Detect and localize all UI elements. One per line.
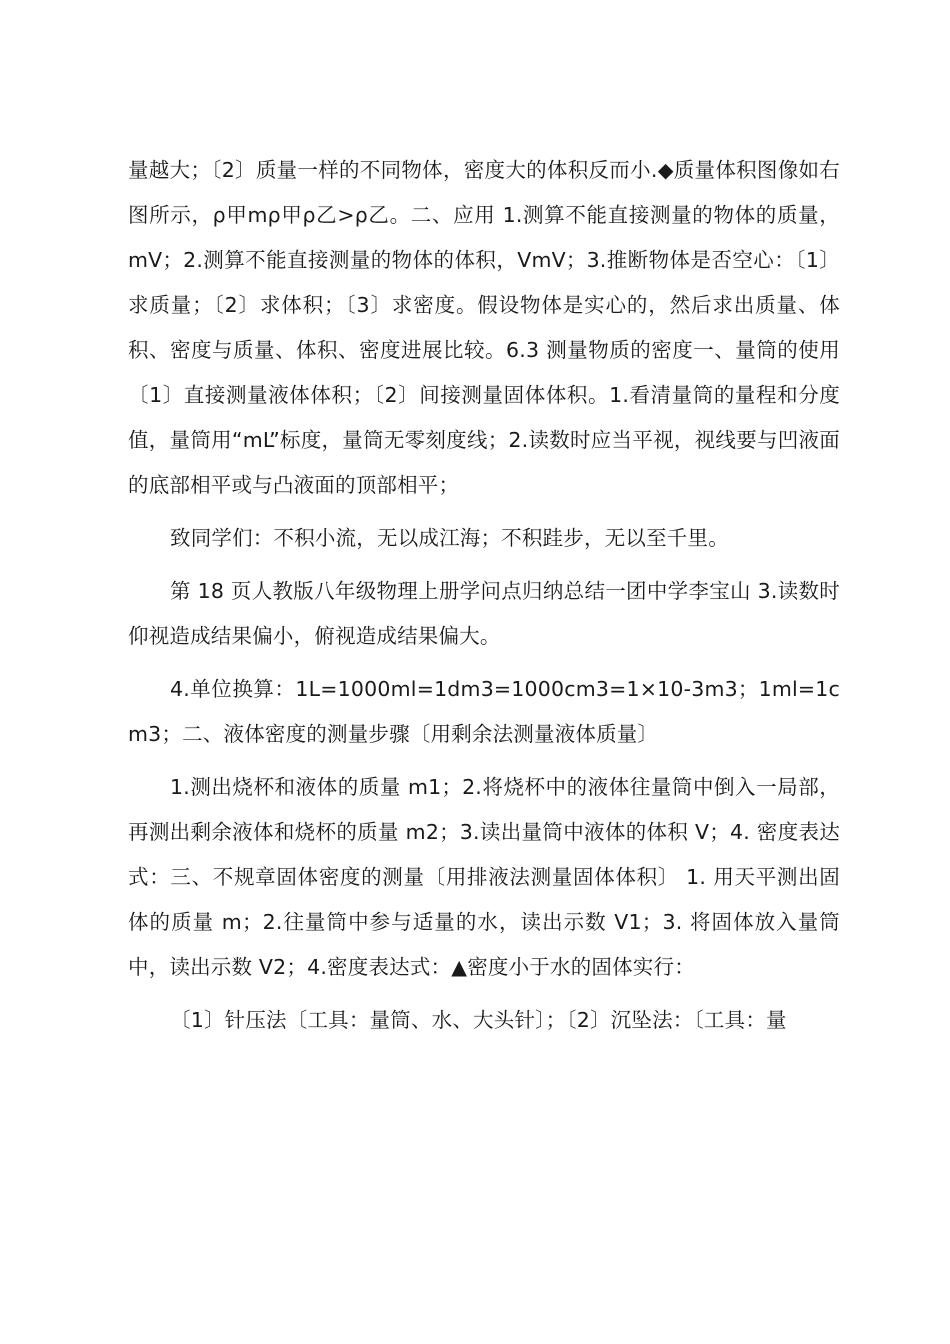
paragraph-unit-conversion: 4.单位换算：1L=1000ml=1dm3=1000cm3=1×10-3m3；1ml=1cm3；二、液体密度的测量步骤〔用剩余法测量液体质量〕: [128, 677, 840, 746]
document-body: [128, 148, 840, 1043]
paragraph-motto: 致同学们：不积小流，无以成江海；不积跬步，无以至千里。: [170, 526, 729, 550]
paragraph-low-density-methods: 〔1〕针压法〔工具：量筒、水、大头针〕；〔2〕沉坠法：〔工具：量: [170, 1008, 787, 1032]
paragraph-measurement-steps: 1.测出烧杯和液体的质量 m1；2.将烧杯中的液体往量筒中倒入一局部，再测出剩余液体和烧杯的质量 m2；3.读出量筒中液体的体积 V；4. 密度表达式：三、不规章固体密度的测量〔用排液法测量固体体积〕 1. 用天平测出固体的质量 m；2.往量筒中参与适量的水，读出示数 V1；3. 将固体放入量筒中，读出示数 V2；4.密度表达式：▲密度小于水的固体实行：: [128, 775, 840, 979]
paragraph-density-application-measurement: 量越大；〔2〕质量一样的不同物体，密度大的体积反而小.◆质量体积图像如右图所示，ρ甲mρ甲ρ乙>ρ乙。二、应用 1.测算不能直接测量的物体的质量，mV；2.测算不能直接测量的物体的体积，VmV；3.推断物体是否空心：〔1〕求质量；〔2〕求体积；〔3〕求密度。假设物体是实心的，然后求出质量、体积、密度与质量、体积、密度进展比较。6.3 测量物质的密度一、量筒的使用〔1〕直接测量液体体积；〔2〕间接测量固体体积。1.看清量筒的量程和分度值，量筒用“mL”标度，量筒无零刻度线；2.读数时应当平视，视线要与凹液面的底部相平或与凸液面的顶部相平；: [128, 158, 840, 497]
paragraph-page-header-reading: 第 18 页人教版八年级物理上册学问点归纳总结一团中学李宝山 3.读数时仰视造成结果偏小，俯视造成结果偏大。: [128, 579, 840, 648]
